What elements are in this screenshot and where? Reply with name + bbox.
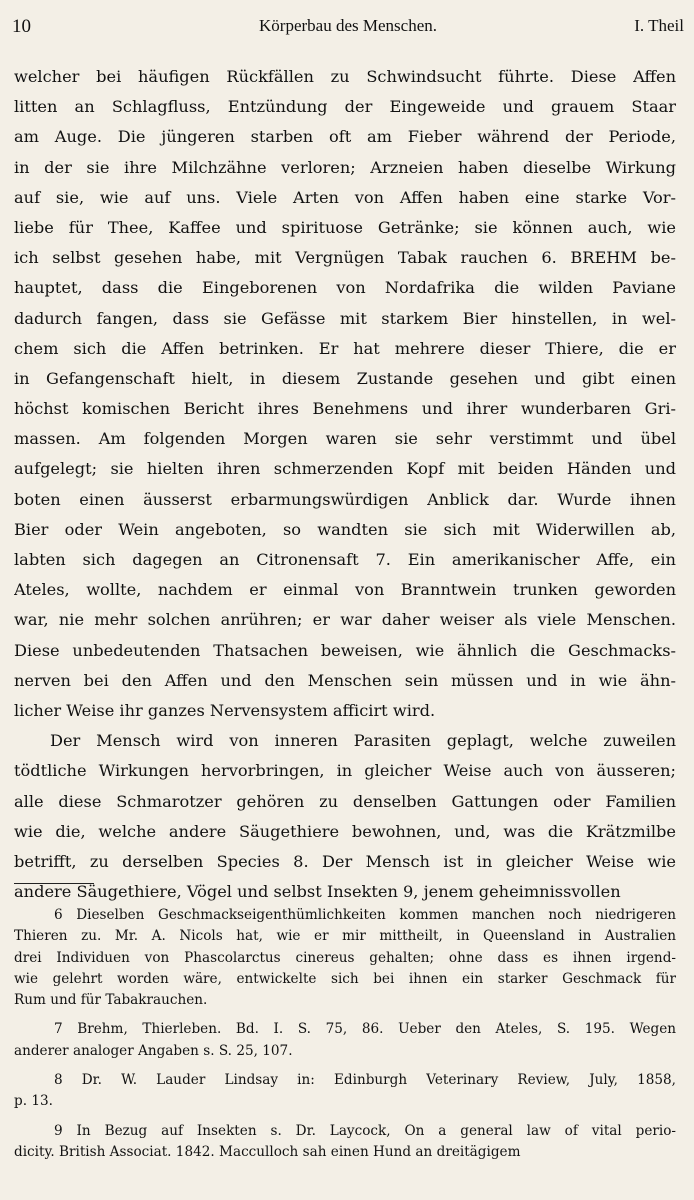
body-line: Ateles, wollte, nachdem er einmal von Branntwein trunken geworden	[14, 580, 676, 600]
footnote-line: p. 13.	[14, 1093, 53, 1110]
footnote-line: 8 Dr. W. Lauder Lindsay in: Edinburgh Veterinary Review, July, 1858,	[54, 1072, 676, 1089]
body-line: in der sie ihre Milchzähne verloren; Arzneien haben dieselbe Wirkung	[14, 157, 676, 177]
body-line: labten sich dagegen an Citronensaft 7. Ein amerikanischer Affe, ein	[14, 550, 676, 569]
body-line: aufgelegt; sie hielten ihren schmerzenden Kopf mit beiden Händen und	[14, 459, 676, 479]
footnote-line: Thieren zu. Mr. A. Nicols hat, wie er mir mittheilt, in Queensland in Australien	[14, 928, 676, 945]
running-title: Körperbau des Menschen.	[259, 16, 437, 35]
footnote-line: Rum und für Tabakrauchen.	[14, 992, 208, 1009]
footnote-line: 6 Dieselben Geschmackseigenthümlichkeiten kommen manchen noch niedrigeren	[54, 907, 676, 923]
footnote-line: dicity. British Associat. 1842. Macculloch sah einen Hund an dreitägigem	[14, 1143, 521, 1160]
body-line: betrifft, zu derselben Species 8. Der Mensch ist in gleicher Weise wie	[14, 851, 676, 871]
body-line: am Auge. Die jüngeren starben oft am Fieber während der Periode,	[14, 127, 676, 147]
body-line: chem sich die Affen betrinken. Er hat mehrere dieser Thiere, die er	[14, 338, 676, 358]
body-line: hauptet, dass die Eingeborenen von Nordafrika die wilden Paviane	[14, 278, 676, 298]
body-line: wie die, welche andere Säugethiere bewohnen, und, was die Krätzmilbe	[14, 821, 676, 841]
page-number: 10	[12, 16, 31, 37]
body-line: Bier oder Wein angeboten, so wandten sie sich mit Widerwillen ab,	[14, 519, 676, 539]
footnotes	[14, 905, 676, 1171]
body-line: war, nie mehr solchen anrühren; er war daher weiser als viele Menschen.	[14, 610, 676, 630]
body-line: alle diese Schmarotzer gehören zu denselben Gattungen oder Familien	[14, 791, 676, 811]
part-label: I. Theil	[634, 16, 684, 35]
body-line: tödtliche Wirkungen hervorbringen, in gleicher Weise auch von äusseren;	[14, 761, 676, 781]
footnote	[14, 1121, 676, 1164]
body-line: boten einen äusserst erbarmungswürdigen Anblick dar. Wurde ihnen	[14, 489, 676, 509]
body-line: licher Weise ihr ganzes Nervensystem afficirt wird.	[14, 700, 436, 720]
body-line: Diese unbedeutenden Thatsachen beweisen, wie ähnlich die Geschmacks-	[14, 640, 676, 660]
footnote	[14, 905, 676, 1011]
body-line: dadurch fangen, dass sie Gefässe mit starkem Bier hinstellen, in wel-	[14, 308, 676, 328]
footnote	[14, 1019, 676, 1062]
body-line: liebe für Thee, Kaffee und spirituose Getränke; sie können auch, wie	[14, 217, 676, 237]
body-line: welcher bei häufigen Rückfällen zu Schwindsucht führte. Diese Affen	[14, 67, 676, 86]
body-line: Der Mensch wird von inneren Parasiten geplagt, welche zuweilen	[50, 731, 676, 751]
body-line: andere Säugethiere, Vögel und selbst Insekten 9, jenem geheimnissvollen	[14, 882, 621, 902]
footnote-rule	[14, 883, 94, 884]
footnote-line: anderer analoger Angaben s. S. 25, 107.	[14, 1042, 293, 1059]
footnote-line: 7 Brehm, Thierleben. Bd. I. S. 75, 86. Ueber den Ateles, S. 195. Wegen	[54, 1021, 676, 1038]
body-line: litten an Schlagfluss, Entzündung der Eingeweide und grauem Staar	[14, 97, 676, 117]
footnote-line: 9 In Bezug auf Insekten s. Dr. Laycock, On a general law of vital perio-	[54, 1122, 676, 1139]
body-line: ich selbst gesehen habe, mit Vergnügen Tabak rauchen 6. BREHM be-	[14, 248, 676, 268]
body-line: auf sie, wie auf uns. Viele Arten von Affen haben eine starke Vor-	[14, 187, 676, 207]
running-header	[12, 16, 684, 42]
body-line: höchst komischen Bericht ihres Benehmens und ihrer wunderbaren Gri-	[14, 399, 676, 419]
footnote-line: wie gelehrt worden wäre, entwickelte sich bei ihnen ein starker Geschmack für	[14, 970, 676, 987]
footnote	[14, 1070, 676, 1113]
body-line: nerven bei den Affen und den Menschen sein müssen und in wie ähn-	[14, 670, 676, 690]
body-line: massen. Am folgenden Morgen waren sie sehr verstimmt und übel	[14, 429, 676, 449]
body-text	[14, 62, 676, 907]
footnote-line: drei Individuen von Phascolarctus cinereus gehalten; ohne dass es ihnen irgend-	[14, 949, 676, 966]
body-line: in Gefangenschaft hielt, in diesem Zustande gesehen und gibt einen	[14, 368, 676, 388]
